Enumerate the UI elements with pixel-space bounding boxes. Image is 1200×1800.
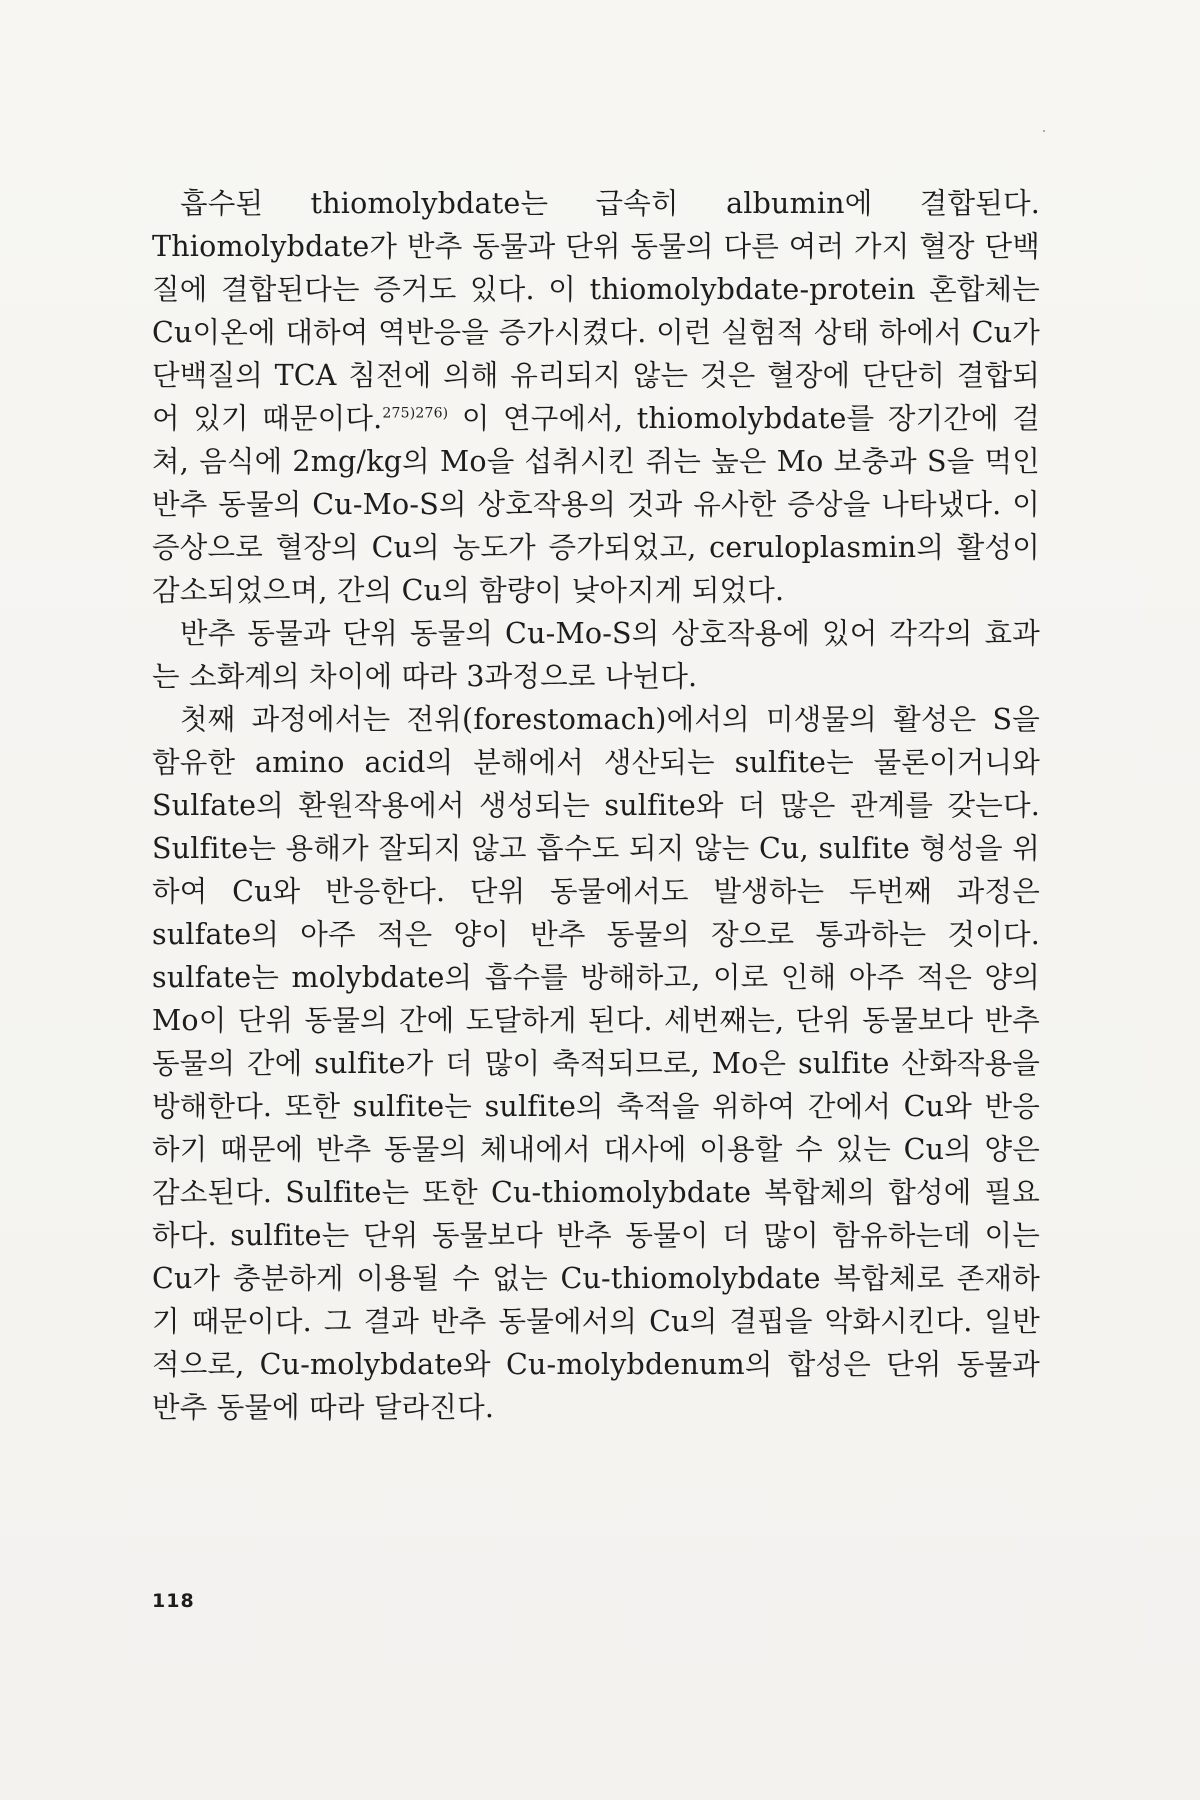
- scan-speck: [1043, 130, 1045, 132]
- paragraph-1: [152, 182, 1040, 612]
- paragraph-1-text-b: 이 연구에서, thiomolybdate를 장기간에 걸쳐, 음식에 2mg/kg의 Mo을 섭취시킨 쥐는 높은 Mo 보충과 S을 먹인 반추 동물의 Cu-Mo-S의 상호작용의 것과 유사한 증상을 나타냈다. 이 증상으로 혈장의 Cu의 농도가 증가되었고, ceruloplasmin의 활성이 감소되었으며, 간의 Cu의 함량이 낮아지게 되었다.: [152, 402, 1040, 607]
- paragraph-1-text-a: 흡수된 thiomolybdate는 급속히 albumin에 결합된다. Thiomolybdate가 반추 동물과 단위 동물의 다른 여러 가지 혈장 단백질에 결합된다는 증거도 있다. 이 thiomolybdate-protein 혼합체는 Cu이온에 대하여 역반응을 증가시켰다. 이런 실험적 상태 하에서 Cu가 단백질의 TCA 침전에 의해 유리되지 않는 것은 혈장에 단단히 결합되어 있기 때문이다.: [152, 187, 1040, 435]
- page-number: 118: [152, 1590, 195, 1612]
- body-text: [152, 182, 1040, 1429]
- paragraph-2: 반추 동물과 단위 동물의 Cu-Mo-S의 상호작용에 있어 각각의 효과는 소화계의 차이에 따라 3과정으로 나뉜다.: [152, 617, 1040, 693]
- citation-reference: 275)276): [382, 405, 449, 422]
- paragraph-3: 첫째 과정에서는 전위(forestomach)에서의 미생물의 활성은 S을 함유한 amino acid의 분해에서 생산되는 sulfite는 물론이거니와 Sulfate의 환원작용에서 생성되는 sulfite와 더 많은 관계를 갖는다. Sulfite는 용해가 잘되지 않고 흡수도 되지 않는 Cu, sulfite 형성을 위하여 Cu와 반응한다. 단위 동물에서도 발생하는 두번째 과정은 sulfate의 아주 적은 양이 반추 동물의 장으로 통과하는 것이다. sulfate는 molybdate의 흡수를 방해하고, 이로 인해 아주 적은 양의 Mo이 단위 동물의 간에 도달하게 된다. 세번째는, 단위 동물보다 반추 동물의 간에 sulfite가 더 많이 축적되므로, Mo은 sulfite 산화작용을 방해한다. 또한 sulfite는 sulfite의 축적을 위하여 간에서 Cu와 반응하기 때문에 반추 동물의 체내에서 대사에 이용할 수 있는 Cu의 양은 감소된다. Sulfite는 또한 Cu-thiomolybdate 복합체의 합성에 필요하다. sulfite는 단위 동물보다 반추 동물이 더 많이 함유하는데 이는 Cu가 충분하게 이용될 수 없는 Cu-thiomolybdate 복합체로 존재하기 때문이다. 그 결과 반추 동물에서의 Cu의 결핍을 악화시킨다. 일반적으로, Cu-molybdate와 Cu-molybdenum의 합성은 단위 동물과 반추 동물에 따라 달라진다.: [152, 703, 1040, 1424]
